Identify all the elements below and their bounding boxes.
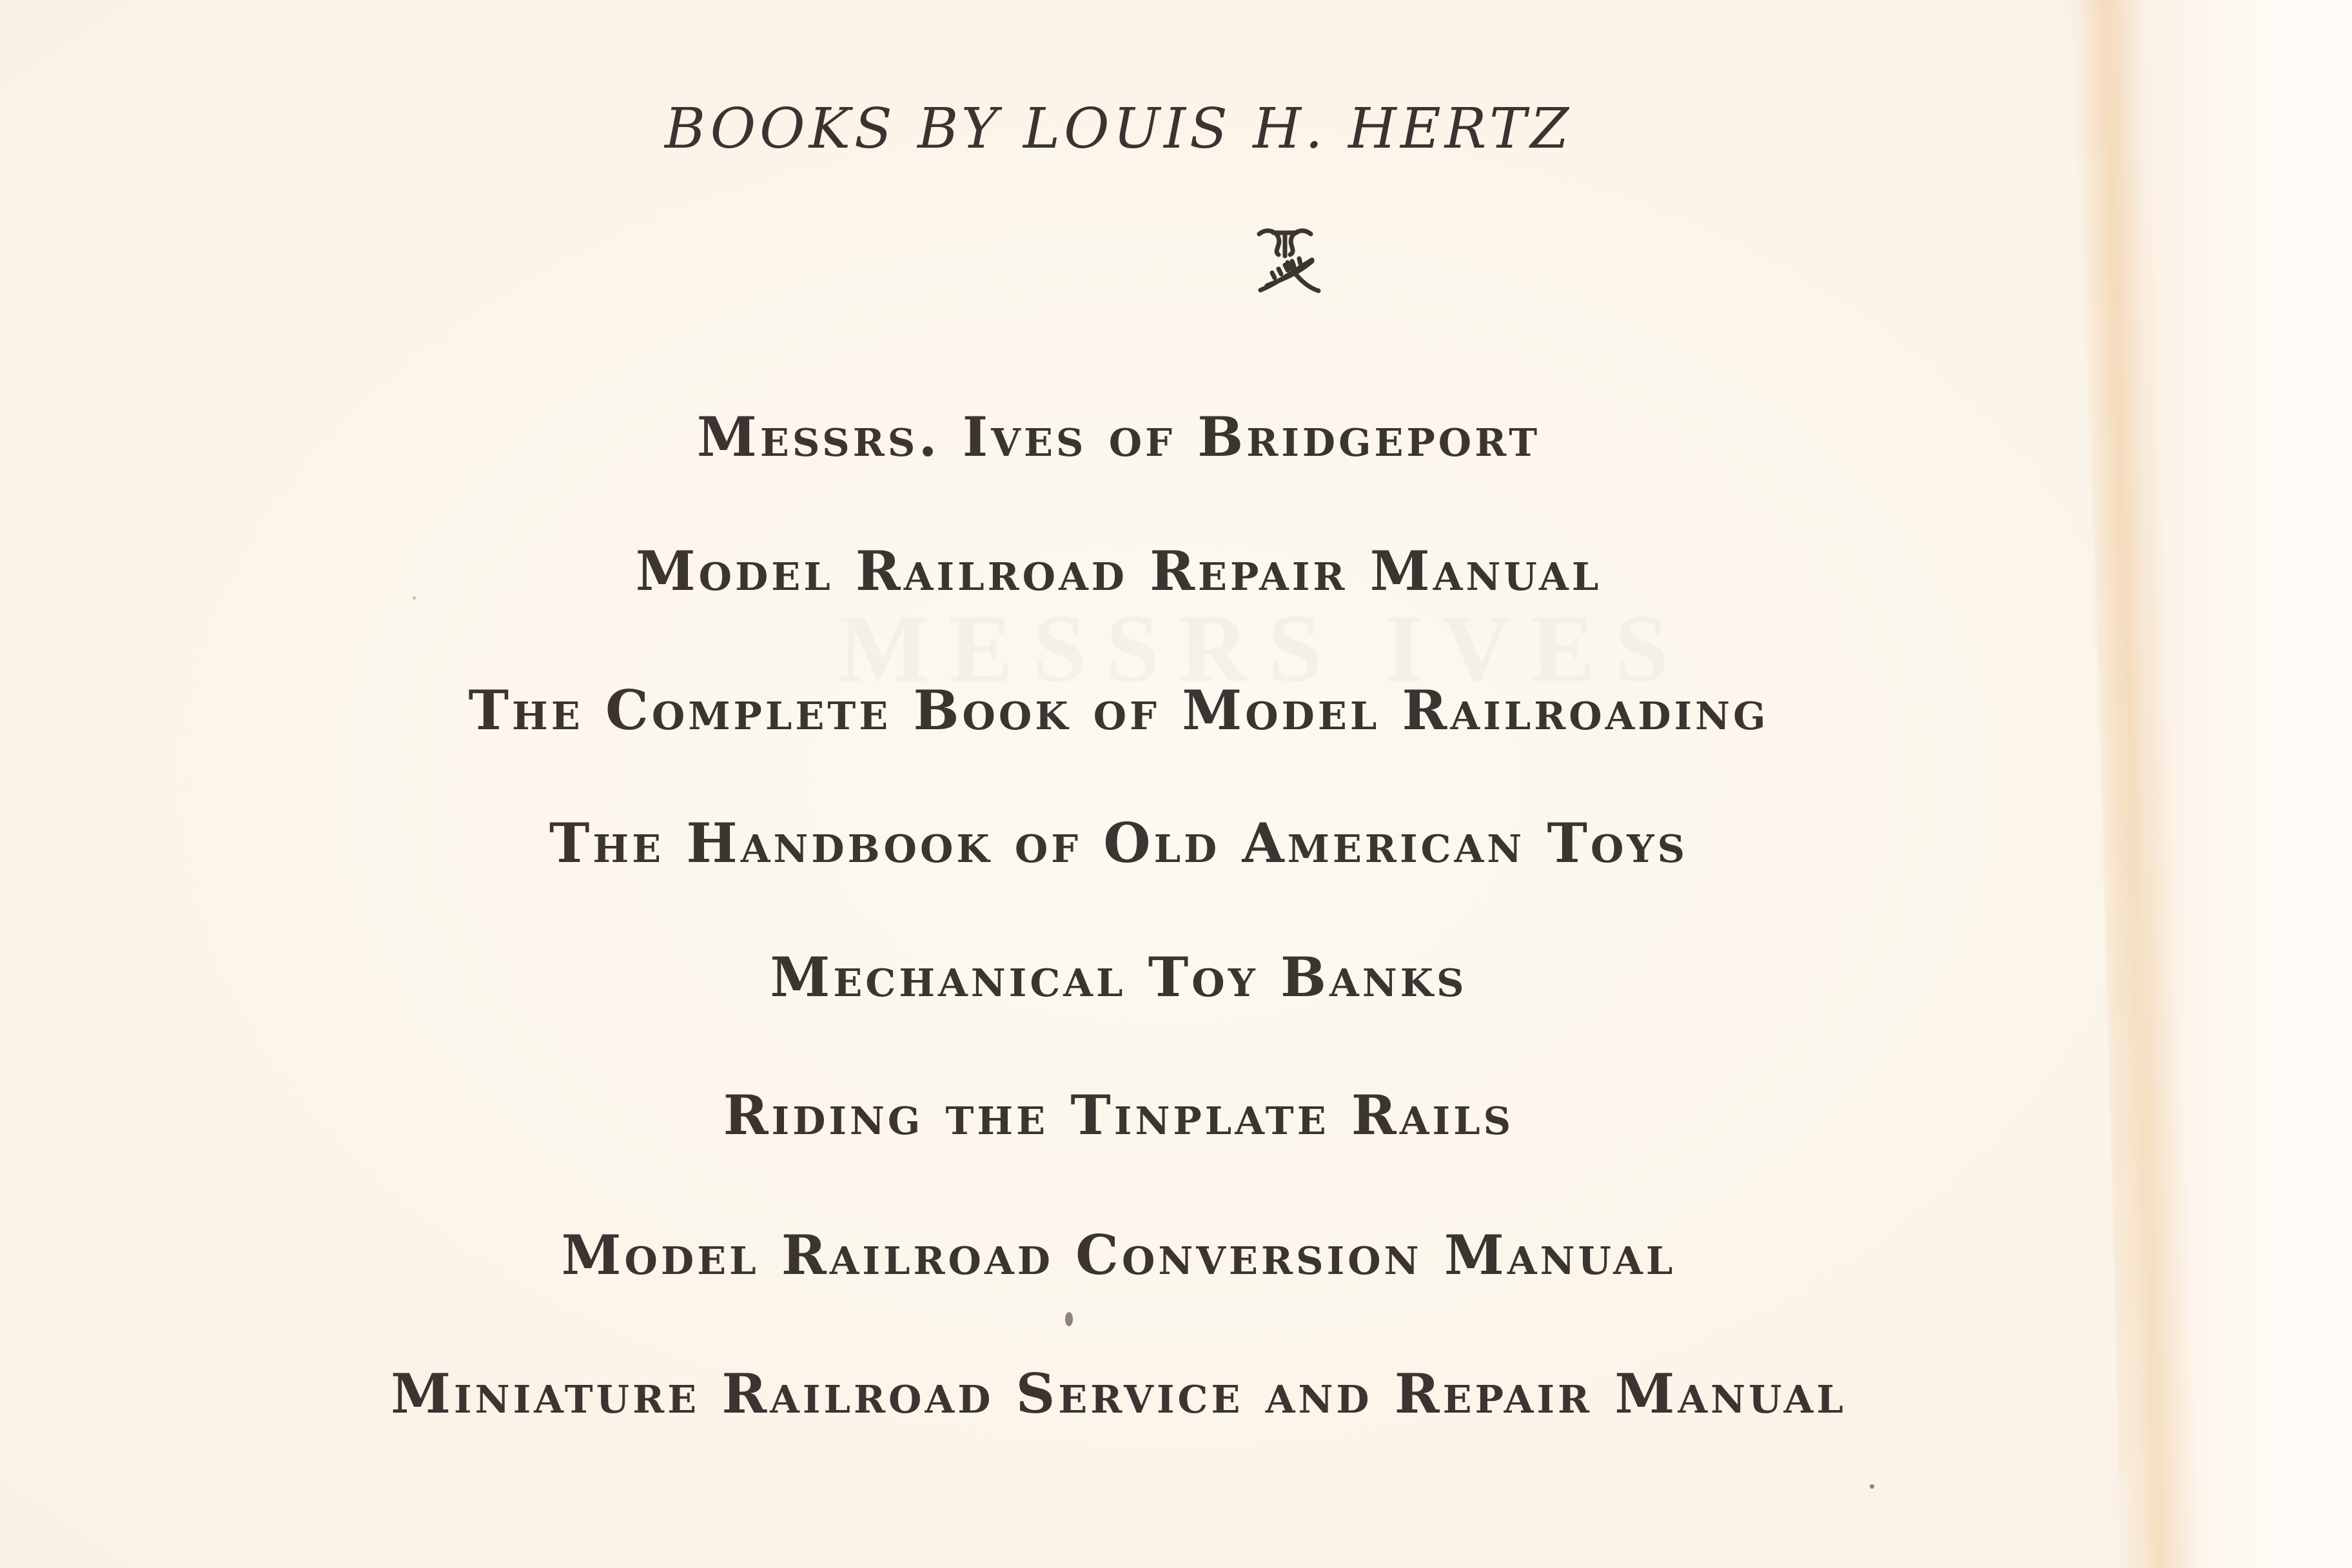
- page-heading: BOOKS BY LOUIS H. HERTZ: [664, 97, 1573, 161]
- book-title: Messrs. Ives of Bridgeport: [696, 405, 1541, 469]
- book-title: Riding the Tinplate Rails: [723, 1083, 1514, 1147]
- book-title: Model Railroad Repair Manual: [635, 539, 1602, 603]
- paper-speck: [413, 596, 416, 600]
- book-title: Mechanical Toy Banks: [770, 945, 1467, 1009]
- paper-speck: [1870, 1484, 1874, 1489]
- printers-ornament-icon: [1248, 222, 1331, 300]
- paper-speck: [1065, 1312, 1073, 1326]
- book-title: The Complete Book of Model Railroading: [468, 678, 1769, 742]
- book-title: The Handbook of Old American Toys: [549, 811, 1689, 875]
- show-through-text: MESSRS IVES: [838, 595, 1688, 702]
- book-title: Model Railroad Conversion Manual: [561, 1223, 1676, 1287]
- book-title: Miniature Railroad Service and Repair Manual: [391, 1362, 1847, 1426]
